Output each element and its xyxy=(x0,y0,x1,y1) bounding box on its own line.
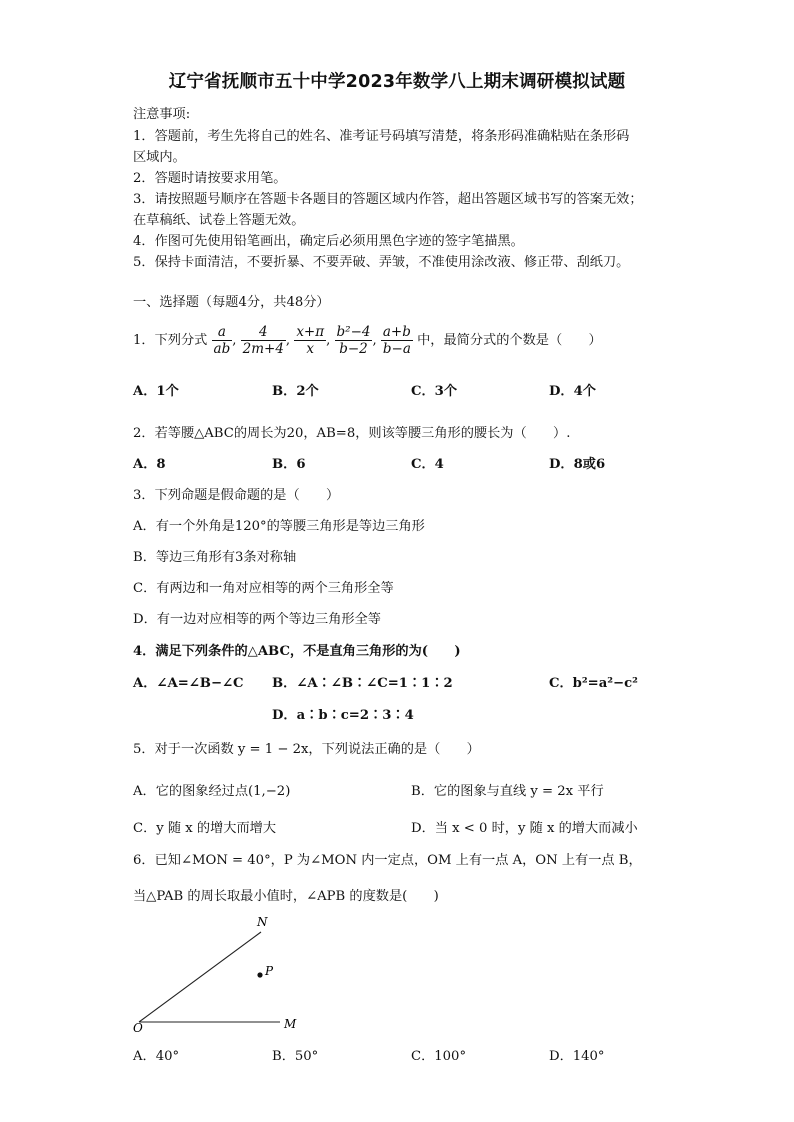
q3-option-c: C．有两边和一角对应相等的两个三角形全等 xyxy=(133,581,394,596)
label-o: O xyxy=(133,1021,143,1035)
fraction: $\frac{4}{2m+4}$ xyxy=(242,324,284,357)
question-6-line2: 当△PAB 的周长取最小值时，∠APB 的度数是( ) xyxy=(133,889,439,904)
label-m: M xyxy=(284,1017,297,1031)
page-title: 辽宁省抚顺市五十中学2023年数学八上期末调研模拟试题 xyxy=(168,72,626,92)
q6-option-d: D．140° xyxy=(549,1049,605,1064)
notice-item: 4．作图可先使用铅笔画出，确定后必须用黑色字迹的签字笔描黑。 xyxy=(133,234,524,249)
q1-prefix: 1．下列分式 xyxy=(133,333,208,348)
fraction: $\frac{a+b}{b-a}$ xyxy=(382,324,411,357)
fraction: $\frac{a}{ab}$ xyxy=(213,324,231,357)
notice-item: 1．答题前，考生先将自己的姓名、准考证号码填写清楚，将条形码准确粘贴在条形码 xyxy=(133,129,630,144)
q6-option-b: B．50° xyxy=(272,1049,319,1064)
q5-option-a: A．它的图象经过点(1,−2) xyxy=(133,784,291,799)
q5-option-d: D．当 x < 0 时，y 随 x 的增大而减小 xyxy=(411,821,638,836)
notice-item: 在草稿纸、试卷上答题无效。 xyxy=(133,213,305,228)
notice-item: 区域内。 xyxy=(133,150,186,165)
q5-option-c: C．y 随 x 的增大而增大 xyxy=(133,821,277,836)
q3-option-d: D．有一边对应相等的两个等边三角形全等 xyxy=(133,612,381,627)
question-3: 3．下列命题是假命题的是（ ） xyxy=(133,488,340,503)
angle-figure xyxy=(125,908,315,1038)
q2-option-d: D．8或6 xyxy=(549,457,606,472)
label-p: P xyxy=(265,964,274,978)
q1-option-a: A．1个 xyxy=(133,384,179,399)
q3-option-b: B．等边三角形有3条对称轴 xyxy=(133,550,297,565)
q3-option-a: A．有一个外角是120°的等腰三角形是等边三角形 xyxy=(133,519,425,534)
ray-on xyxy=(139,932,261,1022)
point-p xyxy=(257,972,262,977)
question-4: 4．满足下列条件的△ABC，不是直角三角形的为( ) xyxy=(133,644,461,659)
notice-item: 2．答题时请按要求用笔。 xyxy=(133,171,287,186)
q2-option-c: C．4 xyxy=(411,457,444,472)
q4-option-a: A．∠A=∠B−∠C xyxy=(133,676,244,691)
notice-item: 3．请按照题号顺序在答题卡各题目的答题区域内作答，超出答题区域书写的答案无效； xyxy=(133,192,643,207)
q6-option-c: C．100° xyxy=(411,1049,467,1064)
q1-option-d: D．4个 xyxy=(549,384,596,399)
q1-suffix: 中，最简分式的个数是（ ） xyxy=(417,333,602,348)
q6-option-a: A．40° xyxy=(133,1049,180,1064)
question-1: 1．下列分式 $\frac{a}{ab}$ , $\frac{4}{2m+4}$ , $\frac{x+\pi}{x}$ , $\frac{\text{b²−4}}{b-2}$ , $\frac{a+b}{b-a}$ 中，最简分式的个数是（ ） xyxy=(133,324,602,357)
q4-option-d: D．a∶b∶c=2∶3∶4 xyxy=(272,708,414,723)
q5-option-b: B．它的图象与直线 y = 2x 平行 xyxy=(411,784,604,799)
q2-option-b: B．6 xyxy=(272,457,306,472)
notice-item: 5．保持卡面清洁，不要折暴、不要弄破、弄皱，不准使用涂改液、修正带、刮纸刀。 xyxy=(133,255,630,270)
q2-option-a: A．8 xyxy=(133,457,166,472)
fraction: $\frac{x+\pi}{x}$ xyxy=(296,324,325,357)
question-5: 5．对于一次函数 y = 1 − 2x，下列说法正确的是（ ） xyxy=(133,742,480,757)
question-6-line1: 6．已知∠MON = 40°，P 为∠MON 内一定点，OM 上有一点 A，ON 上有一点 B， xyxy=(133,853,642,868)
q4-option-c: C．b²=a²−c² xyxy=(549,676,638,691)
question-2: 2．若等腰△ABC的周长为20，AB=8，则该等腰三角形的腰长为（ ）. xyxy=(133,426,571,441)
q4-option-b: B．∠A∶∠B∶∠C=1∶1∶2 xyxy=(272,676,453,691)
label-n: N xyxy=(257,915,268,929)
q1-option-b: B．2个 xyxy=(272,384,319,399)
fraction: $\frac{\text{b²−4}}{b-2}$ xyxy=(336,324,371,357)
notice-heading: 注意事项: xyxy=(133,107,191,122)
section-heading: 一、选择题（每题4分，共48分） xyxy=(133,295,330,310)
q1-option-c: C．3个 xyxy=(411,384,458,399)
